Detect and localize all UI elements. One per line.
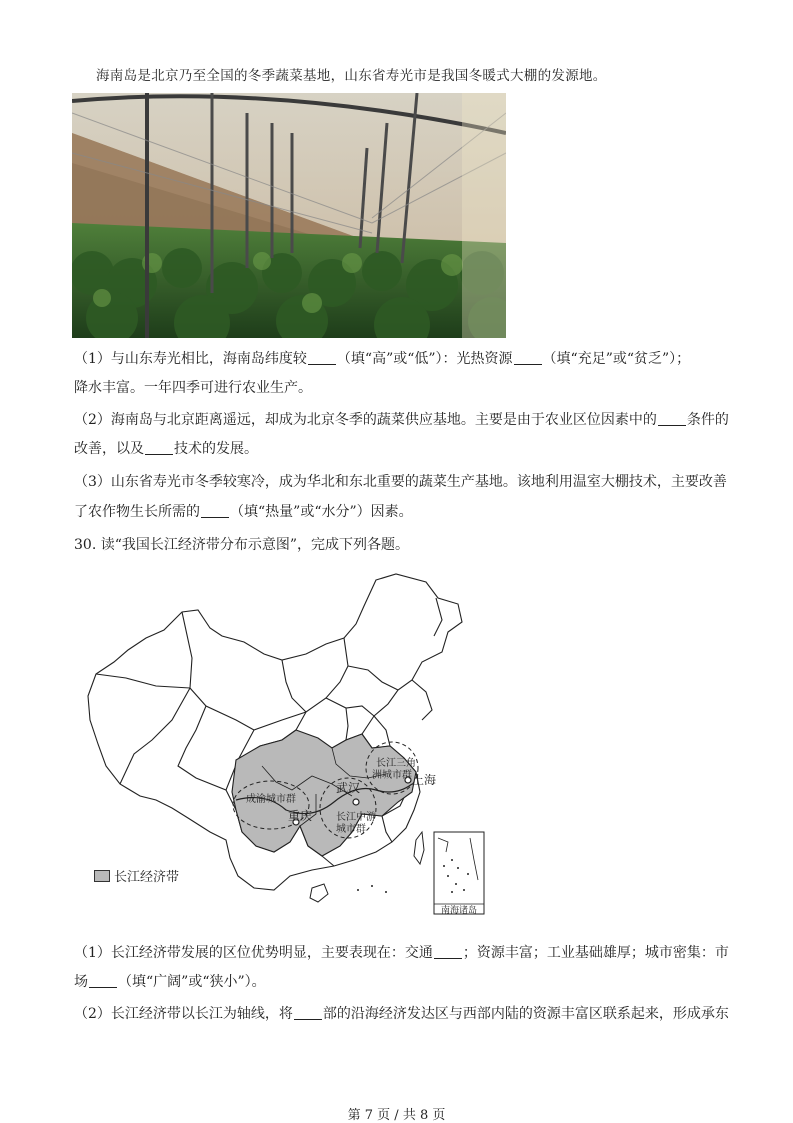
answer-blank[interactable] [434,944,462,959]
sub-question-1-line-2 [74,972,266,992]
question-1-line-1 [74,349,690,369]
question-3-line-1: （3）山东省寿光市冬季较寒冷，成为华北和东北重要的蔬菜生产基地。该地利用温室大棚技术，主要改善 [74,474,727,490]
q2-text-d: 技术的发展。 [174,441,258,457]
delta-label-2: 洲城市群 [372,770,412,781]
answer-blank[interactable] [201,503,229,518]
greenhouse-photo [72,93,506,338]
answer-blank[interactable] [89,973,117,988]
question-2-line-2 [74,439,258,459]
sub-question-2-line-1 [74,1004,729,1024]
greenhouse-illustration [72,93,506,338]
question-2-line-1 [74,410,729,430]
wuhan-label: 武汉 [336,781,361,795]
question-1-line-2: 降水丰富。一年四季可进行农业生产。 [74,380,312,396]
q2-text-c: 改善，以及 [74,441,144,457]
p2-text-a: （2）长江经济带以长江为轴线，将 [74,1006,293,1022]
legend-label: 长江经济带 [114,870,180,885]
intro-text: 海南岛是北京乃至全国的冬季蔬菜基地，山东省寿光市是我国冬暖式大棚的发源地。 [96,68,607,84]
q1-text-c: （填“充足”或“贫乏”）； [542,351,691,367]
south-china-sea-inset [434,832,484,915]
question-30-title: 30. 读“我国长江经济带分布示意图”，完成下列各题。 [74,537,410,553]
chongqing-label: 重庆 [288,809,313,823]
sub-question-1-line-1 [74,943,729,963]
chengyu-label: 成渝城市群 [246,794,296,805]
legend-swatch [94,870,110,882]
p1-text-c: 场 [74,974,88,990]
question-3-line-2 [74,502,413,522]
answer-blank[interactable] [294,1005,322,1020]
answer-blank[interactable] [145,440,173,455]
page-footer: 第 7 页 / 共 8 页 [347,1108,446,1123]
p1-text-b: ；资源丰富；工业基础雄厚；城市密集：市 [462,945,729,961]
answer-blank[interactable] [514,350,542,365]
delta-label-1: 长江三角 [376,758,416,769]
map-legend [94,866,179,885]
p1-text-d: （填“广阔”或“狭小”）。 [118,974,266,990]
q3-text-b: （填“热量”或“水分”）因素。 [230,504,413,520]
p1-text-a: （1）长江经济带发展的区位优势明显，主要表现在：交通 [74,945,433,961]
middle-label-1: 长江中游 [336,812,376,823]
q1-text-b: （填“高”或“低”）：光热资源 [336,351,513,367]
q3-text-a: 了农作物生长所需的 [74,504,200,520]
answer-blank[interactable] [658,411,686,426]
shanghai-label: 上海 [412,773,437,787]
south-sea-label: 南海诸岛 [440,905,478,915]
q2-text-b: 条件的 [686,412,729,428]
answer-blank[interactable] [308,350,336,365]
p2-text-b: 部的沿海经济发达区与西部内陆的资源丰富区联系起来，形成承东 [322,1006,729,1022]
middle-label-2: 城市群 [336,824,366,835]
q2-text-a: （2）海南岛与北京距离遥远，却成为北京冬季的蔬菜供应基地。主要是由于农业区位因素中的 [74,412,657,428]
q1-text-a: （1）与山东寿光相比，海南岛纬度较 [74,351,307,367]
